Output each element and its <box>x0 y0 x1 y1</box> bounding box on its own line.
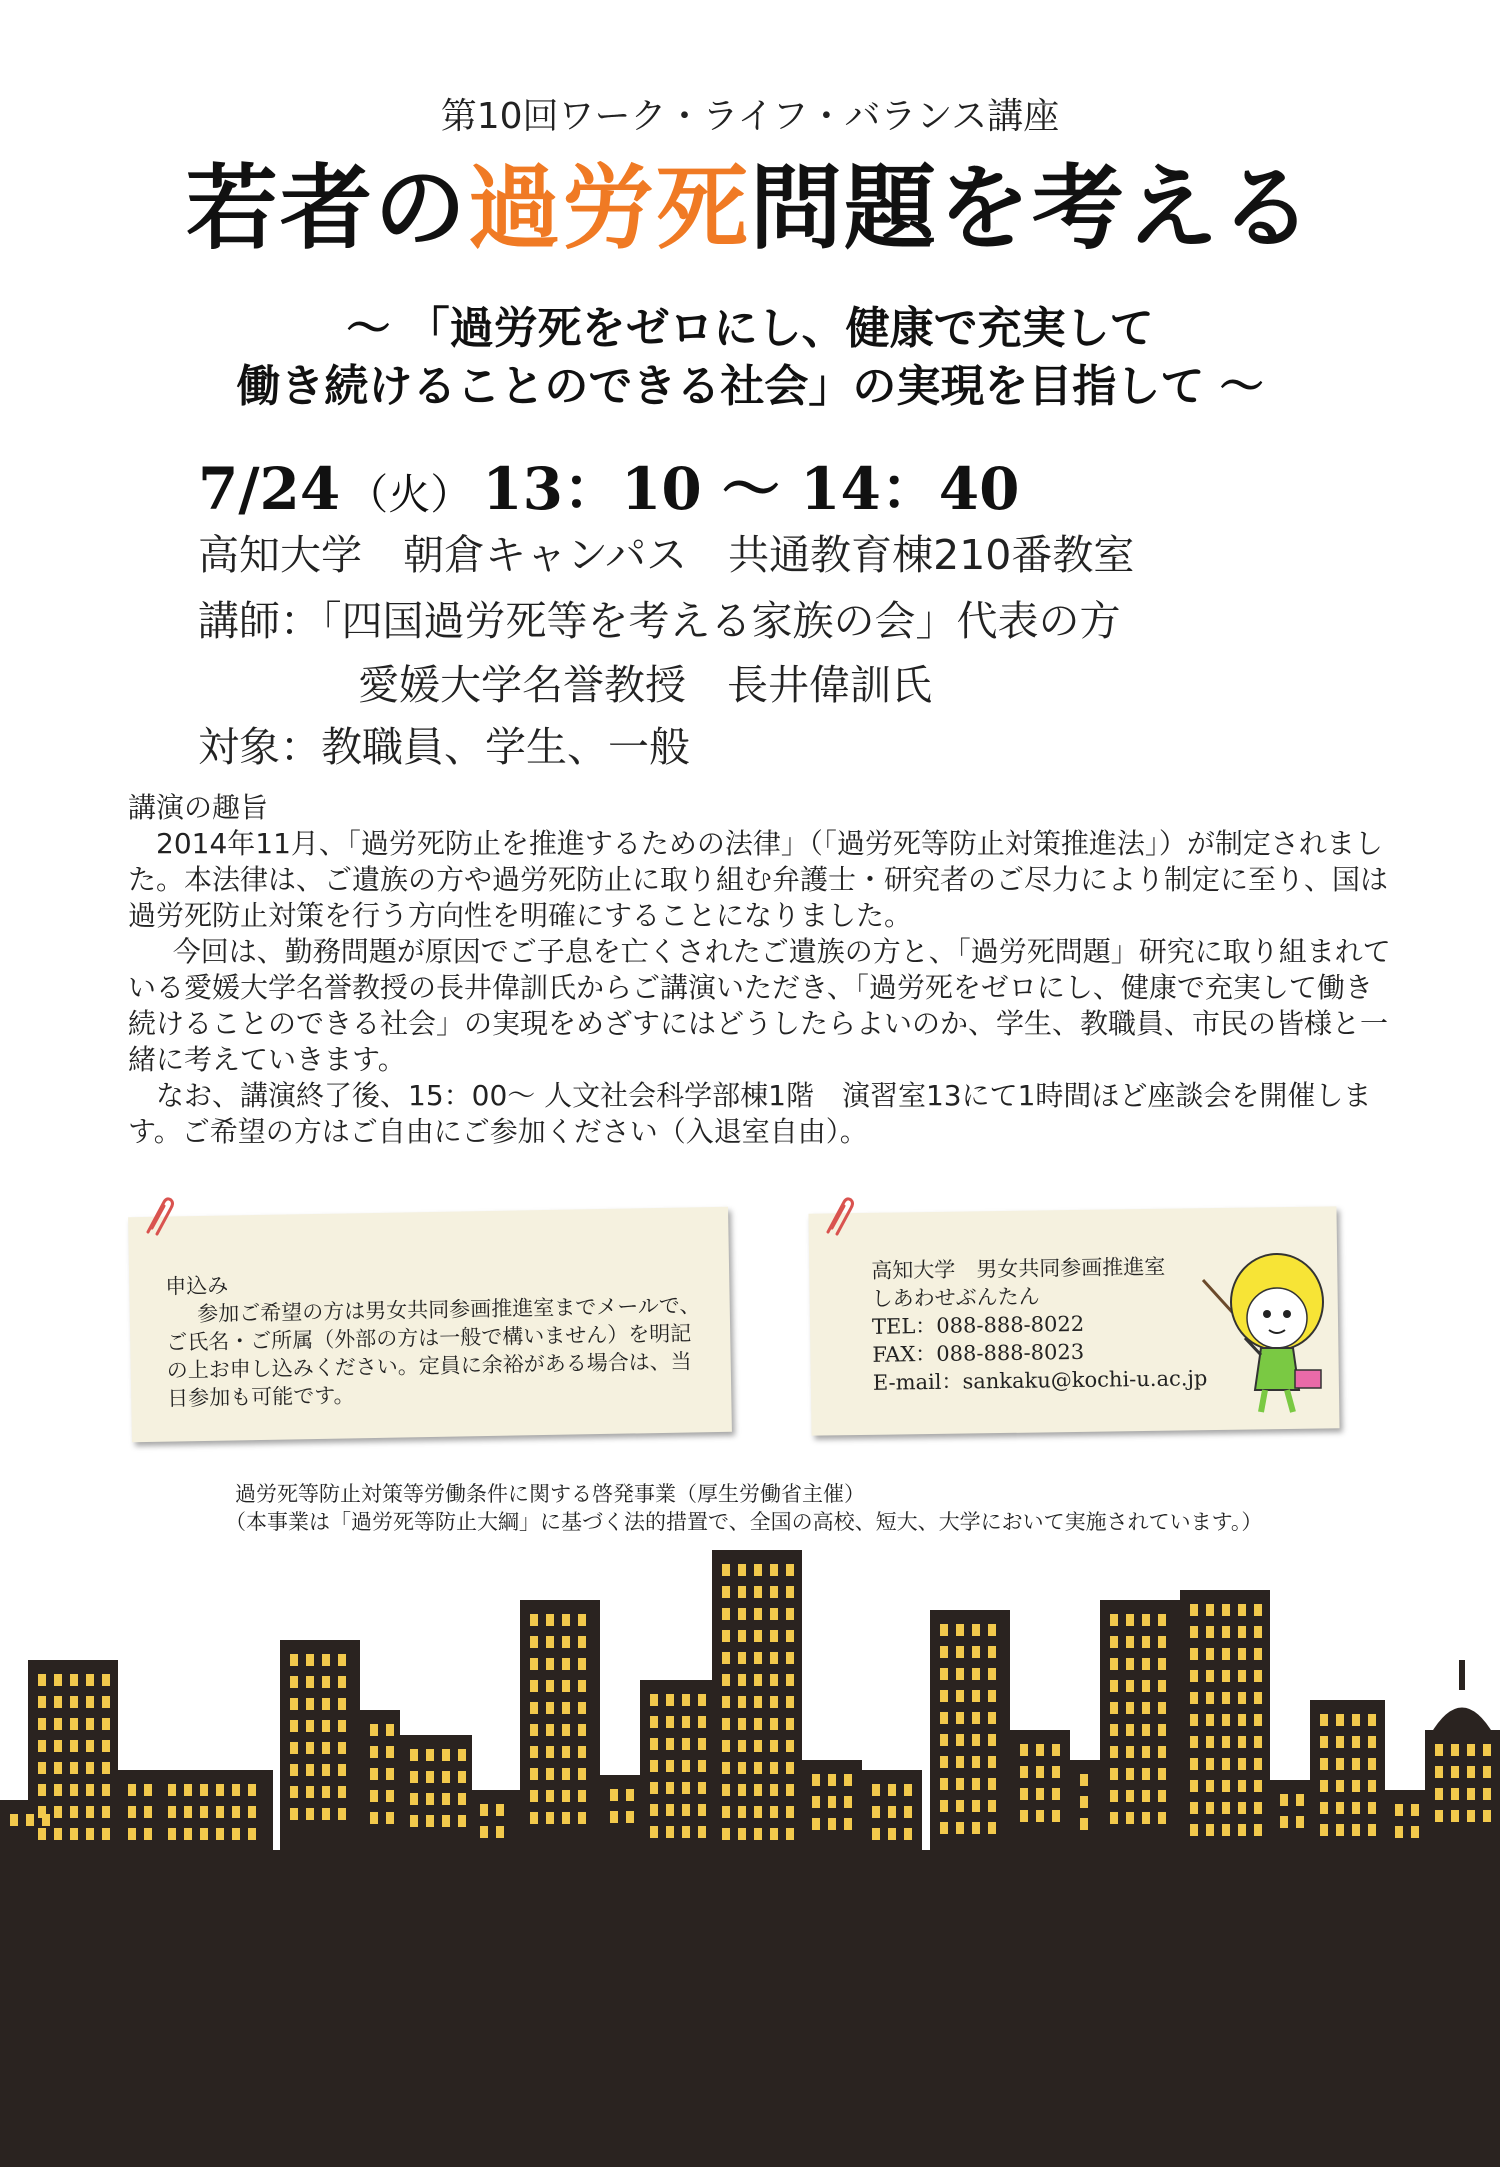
subtitle-line-1: ～ 「過労死をゼロにし、健康で充実して <box>346 303 1154 354</box>
application-heading: 申込み <box>165 1273 229 1299</box>
event-day-of-week: （火） <box>346 470 473 519</box>
contact-org: 高知大学 男女共同参画推進室 <box>871 1254 1166 1283</box>
lecturer-line-2: 愛媛大学名誉教授 長井偉訓氏 <box>358 661 932 709</box>
subtitle <box>0 300 1500 416</box>
application-text-block <box>165 1263 707 1412</box>
footer-note <box>225 1480 1375 1536</box>
paperclip-icon <box>140 1196 174 1236</box>
purpose-paragraph-1: 2014年11月、「過労死防止を推進するための法律」（「過労死等防止対策推進法」）が制定されました。本法律は、ご遺族の方や過労死防止に取り組む弁護士・研究者のご尽力により制定に至り、国は過労死防止対策を行う方向性を明確にすることになりました。 <box>128 827 1389 932</box>
application-note <box>128 1207 732 1442</box>
contact-email: E-mail：sankaku@kochi-u.ac.jp <box>872 1366 1208 1395</box>
lecturer-line-1: 講師：「四国過労死等を考える家族の会」代表の方 <box>198 597 1121 645</box>
subtitle-line-2: 働き続けることのできる社会」の実現を目指して ～ <box>236 361 1264 412</box>
main-title <box>0 155 1500 262</box>
skyline-buildings <box>0 1550 1500 2167</box>
footer-line-1: 過労死等防止対策等労働条件に関する啓発事業（厚生労働省主催） <box>235 1482 865 1506</box>
event-target: 対象：教職員、学生、一般 <box>198 723 690 771</box>
event-date: 7/24 <box>198 455 341 523</box>
contact-fax: FAX：088-888-8023 <box>872 1339 1085 1367</box>
application-body: 参加ご希望の方は男女共同参画推進室までメールで、ご氏名・ご所属（外部の方は一般で構いません）を明記の上お申し込みください。定員に余裕がある場合は、当日参加も可能です。 <box>166 1293 701 1411</box>
city-skyline-illustration <box>0 1530 1500 2167</box>
title-pre: 若者の <box>185 155 468 262</box>
contact-tel: TEL：088-888-8022 <box>871 1311 1085 1339</box>
series-title: 第10回ワーク・ライフ・バランス講座 <box>440 96 1060 137</box>
contact-name: しあわせぶんたん <box>871 1284 1040 1311</box>
event-venue: 高知大学 朝倉キャンパス 共通教育棟210番教室 <box>198 531 1135 579</box>
contact-text-block <box>871 1252 1213 1397</box>
paperclip-icon <box>820 1196 854 1236</box>
purpose-heading: 講演の趣旨 <box>128 791 269 824</box>
footer-line-2: （本事業は「過労死等防止大綱」に基づく法的措置で、全国の高校、短大、大学において実施されています。） <box>225 1510 1263 1534</box>
purpose-paragraph-2: 今回は、勤務問題が原因でご子息を亡くされたご遺族の方と、「過労死問題」研究に取り組まれている愛媛大学名誉教授の長井偉訓氏からご講演いただき、「過労死をゼロにし、健康で充実して働き続けることのできる社会」の実現をめざすにはどうしたらよいのか、学生、教職員、市民の皆様と一緒に考えていきます。 <box>128 935 1391 1076</box>
event-time: 13：10 ～ 14：40 <box>482 455 1020 523</box>
purpose-paragraph-3: なお、講演終了後、15：00～ 人文社会科学部棟1階 演習室13にて1時間ほど座談会を開催します。ご希望の方はご自由にご参加ください（入退室自由）。 <box>128 1079 1372 1148</box>
purpose-section <box>128 790 1398 1150</box>
event-datetime <box>198 442 1020 526</box>
title-post: 問題を考える <box>750 155 1315 262</box>
mascot-illustration <box>1195 1240 1335 1430</box>
title-highlight: 過労死 <box>467 155 750 262</box>
